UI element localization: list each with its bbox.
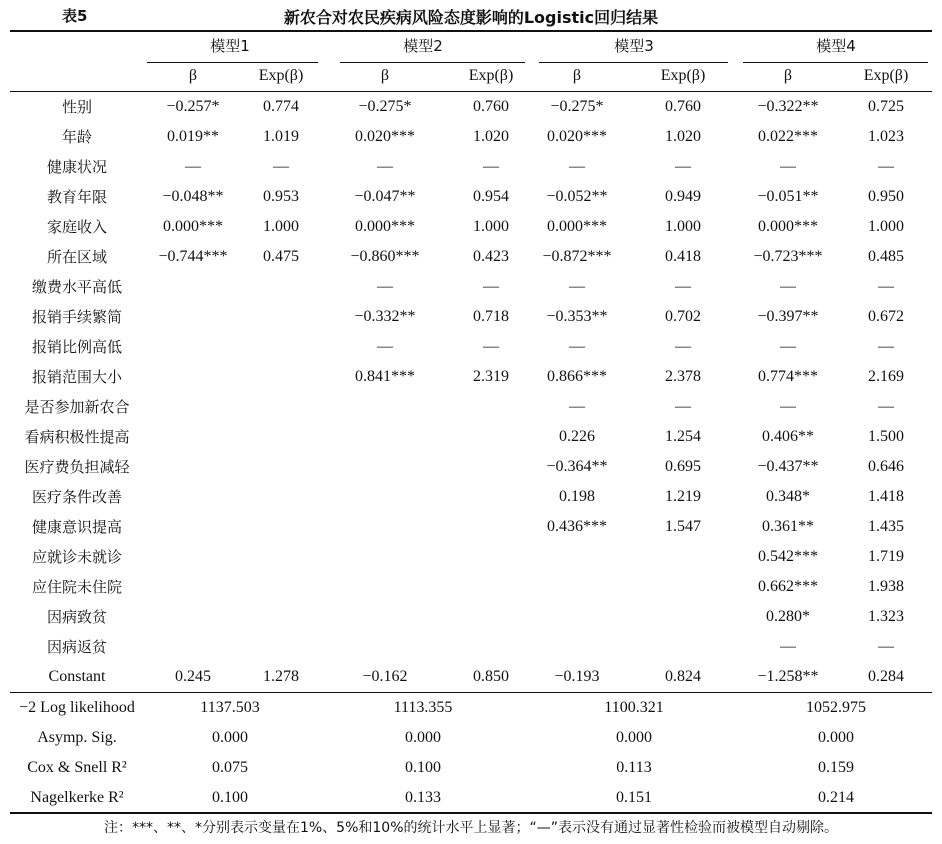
row-label: 所在区域 bbox=[46, 248, 107, 266]
stat-value: 0.113 bbox=[616, 759, 652, 776]
stat-value: 0.000 bbox=[212, 729, 248, 746]
beta-cell: 0.198 bbox=[559, 488, 595, 505]
exp-beta-cell: 1.938 bbox=[868, 578, 904, 595]
beta-cell: 0.245 bbox=[175, 668, 211, 685]
exp-beta-header: Exp(β) bbox=[258, 67, 304, 84]
beta-cell: −0.437** bbox=[757, 458, 819, 475]
exp-beta-cell: 1.278 bbox=[263, 668, 299, 685]
exp-beta-cell: 0.672 bbox=[868, 308, 904, 325]
stat-value: 1137.503 bbox=[200, 699, 260, 716]
model-header: 模型3 bbox=[614, 37, 654, 55]
row-label: 性别 bbox=[61, 98, 92, 116]
exp-beta-cell: 2.378 bbox=[665, 368, 701, 385]
beta-header: β bbox=[188, 67, 198, 84]
exp-beta-header: Exp(β) bbox=[468, 67, 514, 84]
exp-beta-cell: 0.475 bbox=[263, 248, 299, 265]
beta-cell: — bbox=[780, 158, 796, 175]
beta-cell: — bbox=[569, 338, 585, 355]
beta-cell: — bbox=[377, 278, 393, 295]
beta-cell: −0.723*** bbox=[753, 248, 823, 265]
stat-value: 0.214 bbox=[818, 789, 854, 806]
beta-cell: 0.020*** bbox=[547, 128, 607, 145]
beta-cell: 0.226 bbox=[559, 428, 595, 445]
stat-value: 0.100 bbox=[212, 789, 248, 806]
beta-cell: — bbox=[780, 278, 796, 295]
exp-beta-cell: — bbox=[878, 338, 894, 355]
row-label: 看病积极性提高 bbox=[24, 428, 130, 446]
beta-cell: — bbox=[569, 158, 585, 175]
exp-beta-cell: 1.020 bbox=[473, 128, 509, 145]
exp-beta-cell: 0.718 bbox=[473, 308, 509, 325]
exp-beta-cell: — bbox=[675, 338, 691, 355]
exp-beta-cell: 0.423 bbox=[473, 248, 509, 265]
exp-beta-cell: 0.824 bbox=[665, 668, 701, 685]
exp-beta-cell: 0.850 bbox=[473, 668, 509, 685]
exp-beta-cell: — bbox=[273, 158, 289, 175]
beta-cell: 0.019** bbox=[167, 128, 219, 145]
exp-beta-cell: 1.547 bbox=[665, 518, 701, 535]
beta-cell: 0.436*** bbox=[547, 518, 607, 535]
stat-value: 0.000 bbox=[405, 729, 441, 746]
exp-beta-cell: 0.760 bbox=[473, 98, 509, 115]
beta-cell: −0.193 bbox=[554, 668, 600, 685]
exp-beta-cell: 1.000 bbox=[473, 218, 509, 235]
row-label: 年龄 bbox=[61, 128, 92, 146]
beta-cell: −0.322** bbox=[757, 98, 819, 115]
exp-beta-cell: 1.418 bbox=[868, 488, 904, 505]
beta-cell: — bbox=[185, 158, 201, 175]
row-label: 健康状况 bbox=[46, 158, 107, 176]
beta-cell: 0.020*** bbox=[355, 128, 415, 145]
beta-cell: 0.866*** bbox=[547, 368, 607, 385]
stat-value: 1113.355 bbox=[393, 699, 453, 716]
exp-beta-cell: 1.020 bbox=[665, 128, 701, 145]
row-label: 报销比例高低 bbox=[31, 338, 122, 356]
exp-beta-cell: 1.323 bbox=[868, 608, 904, 625]
row-label: 报销范围大小 bbox=[31, 368, 122, 386]
beta-cell: −0.257* bbox=[166, 98, 220, 115]
beta-header: β bbox=[380, 67, 390, 84]
exp-beta-cell: 1.000 bbox=[263, 218, 299, 235]
beta-cell: 0.542*** bbox=[758, 548, 818, 565]
stat-label: Cox & Snell R² bbox=[27, 759, 127, 776]
beta-cell: — bbox=[377, 338, 393, 355]
row-label: 报销手续繁简 bbox=[31, 308, 122, 326]
exp-beta-cell: 1.500 bbox=[868, 428, 904, 445]
exp-beta-cell: 1.000 bbox=[665, 218, 701, 235]
exp-beta-cell: 1.719 bbox=[868, 548, 904, 565]
exp-beta-cell: 0.760 bbox=[665, 98, 701, 115]
exp-beta-cell: 1.023 bbox=[868, 128, 904, 145]
beta-cell: 0.774*** bbox=[758, 368, 818, 385]
beta-cell: −0.353** bbox=[546, 308, 608, 325]
stat-value: 0.075 bbox=[212, 759, 248, 776]
exp-beta-cell: 1.254 bbox=[665, 428, 701, 445]
beta-cell: 0.022*** bbox=[758, 128, 818, 145]
beta-cell: −0.275* bbox=[358, 98, 412, 115]
beta-cell: 0.841*** bbox=[355, 368, 415, 385]
stat-label: −2 Log likelihood bbox=[19, 699, 135, 716]
exp-beta-cell: — bbox=[878, 278, 894, 295]
beta-cell: −0.364** bbox=[546, 458, 608, 475]
beta-cell: — bbox=[780, 638, 796, 655]
exp-beta-cell: 2.169 bbox=[868, 368, 904, 385]
beta-cell: — bbox=[377, 158, 393, 175]
stat-value: 0.151 bbox=[616, 789, 652, 806]
model-header: 模型1 bbox=[210, 37, 250, 55]
beta-cell: −0.872*** bbox=[542, 248, 612, 265]
model-header: 模型2 bbox=[403, 37, 443, 55]
exp-beta-cell: 1.019 bbox=[263, 128, 299, 145]
row-label: 缴费水平高低 bbox=[31, 278, 122, 296]
row-label: 应就诊未就诊 bbox=[31, 548, 122, 566]
beta-cell: −0.051** bbox=[757, 188, 819, 205]
beta-cell: 0.280* bbox=[766, 608, 810, 625]
row-label: 是否参加新农合 bbox=[24, 398, 130, 416]
beta-cell: 0.662*** bbox=[758, 578, 818, 595]
exp-beta-cell: 2.319 bbox=[473, 368, 509, 385]
stat-value: 0.133 bbox=[405, 789, 441, 806]
beta-cell: −0.162 bbox=[362, 668, 408, 685]
table-note: 注：***、**、*分别表示变量在1%、5%和10%的统计水平上显著；“—”表示没有通过显著性检验而被模型自动剔除。 bbox=[103, 820, 839, 836]
exp-beta-cell: 0.695 bbox=[665, 458, 701, 475]
beta-cell: 0.406** bbox=[762, 428, 814, 445]
beta-cell: 0.000*** bbox=[355, 218, 415, 235]
beta-cell: −0.860*** bbox=[350, 248, 420, 265]
beta-cell: — bbox=[780, 398, 796, 415]
beta-cell: −1.258** bbox=[757, 668, 819, 685]
exp-beta-cell: 0.950 bbox=[868, 188, 904, 205]
stat-value: 1100.321 bbox=[604, 699, 664, 716]
beta-header: β bbox=[783, 67, 793, 84]
exp-beta-cell: — bbox=[483, 278, 499, 295]
beta-cell: −0.052** bbox=[546, 188, 608, 205]
beta-cell: — bbox=[569, 278, 585, 295]
beta-cell: −0.048** bbox=[162, 188, 224, 205]
table-title: 新农合对农民疾病风险态度影响的Logistic回归结果 bbox=[283, 8, 659, 27]
row-label: 家庭收入 bbox=[46, 218, 107, 236]
exp-beta-cell: — bbox=[675, 158, 691, 175]
row-label: 应住院未住院 bbox=[31, 578, 122, 596]
beta-header: β bbox=[572, 67, 582, 84]
exp-beta-cell: 1.000 bbox=[868, 218, 904, 235]
exp-beta-cell: — bbox=[878, 158, 894, 175]
exp-beta-cell: 0.949 bbox=[665, 188, 701, 205]
model-header: 模型4 bbox=[816, 37, 856, 55]
beta-cell: 0.000*** bbox=[547, 218, 607, 235]
beta-cell: 0.000*** bbox=[163, 218, 223, 235]
beta-cell: −0.047** bbox=[354, 188, 416, 205]
exp-beta-cell: 0.284 bbox=[868, 668, 904, 685]
row-label: 健康意识提高 bbox=[31, 518, 122, 536]
exp-beta-cell: — bbox=[483, 338, 499, 355]
beta-cell: — bbox=[780, 338, 796, 355]
exp-beta-cell: 0.953 bbox=[263, 188, 299, 205]
row-label: 因病致贫 bbox=[46, 608, 107, 626]
stat-value: 0.159 bbox=[818, 759, 854, 776]
exp-beta-cell: 1.219 bbox=[665, 488, 701, 505]
exp-beta-header: Exp(β) bbox=[863, 67, 909, 84]
exp-beta-cell: 0.954 bbox=[473, 188, 509, 205]
beta-cell: −0.397** bbox=[757, 308, 819, 325]
exp-beta-header: Exp(β) bbox=[660, 67, 706, 84]
stat-value: 0.000 bbox=[616, 729, 652, 746]
exp-beta-cell: — bbox=[878, 398, 894, 415]
exp-beta-cell: 0.774 bbox=[263, 98, 299, 115]
stat-value: 0.100 bbox=[405, 759, 441, 776]
row-label: 医疗费负担减轻 bbox=[24, 458, 130, 476]
exp-beta-cell: 0.646 bbox=[868, 458, 904, 475]
stat-value: 0.000 bbox=[818, 729, 854, 746]
exp-beta-cell: — bbox=[675, 398, 691, 415]
beta-cell: −0.275* bbox=[550, 98, 604, 115]
beta-cell: −0.744*** bbox=[158, 248, 228, 265]
row-label: 因病返贫 bbox=[46, 638, 107, 656]
table-caption bbox=[0, 0, 942, 30]
beta-cell: −0.332** bbox=[354, 308, 416, 325]
exp-beta-cell: — bbox=[878, 638, 894, 655]
row-label: Constant bbox=[48, 668, 106, 685]
exp-beta-cell: 0.485 bbox=[868, 248, 904, 265]
stat-label: Nagelkerke R² bbox=[30, 789, 124, 806]
stat-label: Asymp. Sig. bbox=[37, 729, 117, 746]
row-label: 医疗条件改善 bbox=[31, 488, 122, 506]
exp-beta-cell: 0.702 bbox=[665, 308, 701, 325]
exp-beta-cell: — bbox=[675, 278, 691, 295]
stat-value: 1052.975 bbox=[806, 699, 866, 716]
beta-cell: 0.361** bbox=[762, 518, 814, 535]
beta-cell: — bbox=[569, 398, 585, 415]
exp-beta-cell: — bbox=[483, 158, 499, 175]
exp-beta-cell: 1.435 bbox=[868, 518, 904, 535]
row-label: 教育年限 bbox=[46, 188, 107, 206]
beta-cell: 0.000*** bbox=[758, 218, 818, 235]
table-label: 表5 bbox=[62, 7, 88, 25]
exp-beta-cell: 0.725 bbox=[868, 98, 904, 115]
beta-cell: 0.348* bbox=[766, 488, 810, 505]
exp-beta-cell: 0.418 bbox=[665, 248, 701, 265]
